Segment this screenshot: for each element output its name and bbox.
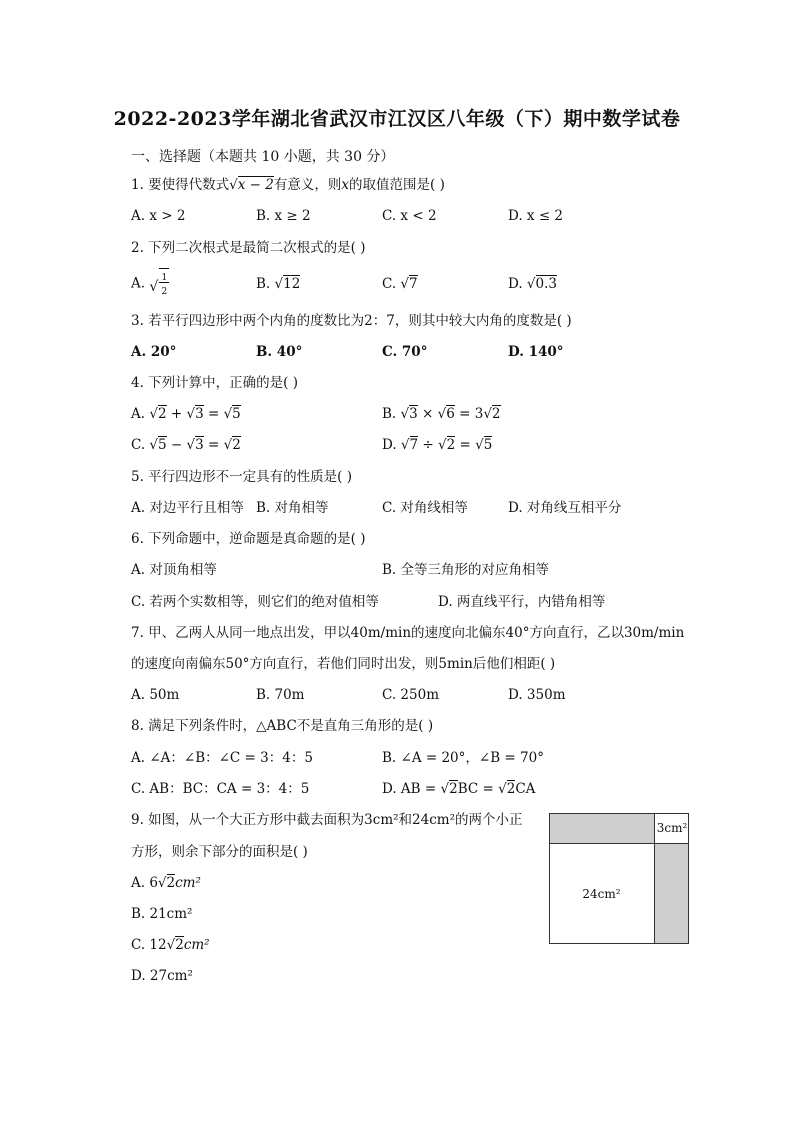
q4-option-b[interactable]: B. √3 × √6 = 3√2 xyxy=(382,406,501,422)
q3-option-a[interactable]: A. 20° xyxy=(131,344,177,360)
q7-option-a[interactable]: A. 50m xyxy=(131,687,180,703)
q4-c-rad1: 5 xyxy=(158,437,167,453)
q6-option-c[interactable]: C. 若两个实数相等，则它们的绝对值相等 xyxy=(131,594,379,610)
q9-a-rad: 2 xyxy=(166,875,176,891)
q9-stem-line2: 方形，则余下部分的面积是( ) xyxy=(131,844,308,860)
q9-option-c[interactable]: C. 12√2cm² xyxy=(131,937,210,953)
q8-option-a[interactable]: A. ∠A：∠B：∠C = 3：4：5 xyxy=(131,750,313,766)
q9-c-unit: cm² xyxy=(183,937,210,953)
section-heading: 一、选择题（本题共 10 小题，共 30 分） xyxy=(131,149,395,165)
q4-d-eq: = xyxy=(455,437,476,453)
q2-option-a[interactable] xyxy=(131,270,169,300)
q1-option-a[interactable]: A. x > 2 xyxy=(131,208,186,224)
q2-c-label: C. xyxy=(382,276,397,292)
q4-b-rad2: 6 xyxy=(446,406,455,422)
figure-border xyxy=(549,813,689,944)
q3-stem: 3. 若平行四边形中两个内角的度数比为2：7，则其中较大内角的度数是( ) xyxy=(131,313,572,329)
q4-option-d[interactable]: D. √7 ÷ √2 = √5 xyxy=(382,437,493,453)
q8-d-rad1: 2 xyxy=(449,781,458,797)
q4-option-c[interactable]: C. √5 − √3 = √2 xyxy=(131,437,241,453)
q7-stem-line2: 的速度向南偏东50°方向直行，若他们同时出发，则5min后他们相距( ) xyxy=(131,656,556,672)
q1-option-d[interactable]: D. x ≤ 2 xyxy=(508,208,564,224)
q6-stem: 6. 下列命题中，逆命题是真命题的是( ) xyxy=(131,531,366,547)
q4-b-rad3: 2 xyxy=(491,406,501,422)
q5-option-b[interactable]: B. 对角相等 xyxy=(256,500,329,516)
q4-c-op: − xyxy=(166,437,187,453)
q2-a-fraction-sqrt: √ 1 2 xyxy=(149,270,169,298)
q4-option-a[interactable]: A. √2 + √3 = √5 xyxy=(131,406,241,422)
q4-a-rad2: 3 xyxy=(195,406,204,422)
q9-option-d[interactable]: D. 27cm² xyxy=(131,968,193,984)
q1-stem-post: 有意义，则 xyxy=(273,177,342,193)
q8-stem: 8. 满足下列条件时，△ABC不是直角三角形的是( ) xyxy=(131,718,434,734)
q4-a-label: A. xyxy=(131,406,146,422)
q9-c-label: C. 12 xyxy=(131,937,167,953)
q4-a-rad1: 2 xyxy=(157,406,167,422)
q9-stem-line1: 9. 如图，从一个大正方形中截去面积为3cm²和24cm²的两个小正 xyxy=(131,812,523,828)
q4-b-op: × xyxy=(417,406,438,422)
q4-a-rad3: 5 xyxy=(232,406,241,422)
q8-d-label: D. AB = xyxy=(382,781,441,797)
q4-b-eq: = 3 xyxy=(454,406,484,422)
q3-option-c[interactable]: C. 70° xyxy=(382,344,428,360)
q9-option-a[interactable]: A. 6√2cm² xyxy=(131,875,201,891)
q8-d-rad2: 2 xyxy=(506,781,516,797)
q8-option-c[interactable]: C. AB：BC：CA = 3：4：5 xyxy=(131,781,310,797)
q9-option-b[interactable]: B. 21cm² xyxy=(131,906,193,922)
q2-option-c[interactable]: C. √7 xyxy=(382,276,418,292)
q7-option-c[interactable]: C. 250m xyxy=(382,687,439,703)
q9-a-label: A. 6 xyxy=(131,875,158,891)
q9-c-rad: 2 xyxy=(175,937,184,953)
q4-a-op: + xyxy=(166,406,187,422)
q9-a-unit: cm² xyxy=(175,875,201,891)
q2-d-radicand: 0.3 xyxy=(535,276,558,292)
small-square: 3cm² xyxy=(655,813,689,844)
q2-a-numerator: 1 xyxy=(159,268,169,287)
q1-option-b[interactable]: B. x ≥ 2 xyxy=(256,208,311,224)
large-square: 24cm² xyxy=(549,844,655,944)
q8-option-d[interactable]: D. AB = √2BC = √2CA xyxy=(382,781,536,797)
q6-option-b[interactable]: B. 全等三角形的对应角相等 xyxy=(382,562,550,578)
q2-a-label: A. xyxy=(131,275,146,292)
q4-d-op: ÷ xyxy=(418,437,439,453)
q2-c-radicand: 7 xyxy=(409,276,418,292)
q7-stem-line1: 7. 甲、乙两人从同一地点出发，甲以40m/min的速度向北偏东40°方向直行，乙以30m/min xyxy=(131,625,685,641)
q1-stem-pre: 1. 要使得代数式 xyxy=(131,177,230,193)
q4-c-eq: = xyxy=(203,437,224,453)
q4-d-rad1: 7 xyxy=(409,437,419,453)
q4-c-rad2: 3 xyxy=(195,437,204,453)
q2-stem: 2. 下列二次根式是最简二次根式的是( ) xyxy=(131,240,366,256)
q3-option-d[interactable]: D. 140° xyxy=(508,344,564,360)
q8-d-end: CA xyxy=(515,781,536,797)
q2-option-b[interactable]: B. √12 xyxy=(256,276,301,292)
q4-d-label: D. xyxy=(382,437,397,453)
q4-d-rad3: 5 xyxy=(483,437,493,453)
q8-d-mid: BC = xyxy=(457,781,499,797)
q1-radicand: x − 2 xyxy=(237,177,274,193)
q2-b-label: B. xyxy=(256,276,271,292)
q4-d-rad2: 2 xyxy=(446,437,456,453)
q1-stem-end: 的取值范围是( ) xyxy=(349,177,445,193)
q6-option-d[interactable]: D. 两直线平行，内错角相等 xyxy=(438,594,606,610)
q2-a-denominator: 2 xyxy=(159,282,169,301)
q5-option-c[interactable]: C. 对角线相等 xyxy=(382,500,468,516)
q2-option-d[interactable]: D. √0.3 xyxy=(508,276,558,292)
exam-title: 2022-2023学年湖北省武汉市江汉区八年级（下）期中数学试卷 xyxy=(113,108,681,130)
q1-var: x xyxy=(341,177,350,193)
q6-option-a[interactable]: A. 对顶角相等 xyxy=(131,562,217,578)
sqrt-sign: √ xyxy=(229,177,238,193)
q7-option-b[interactable]: B. 70m xyxy=(256,687,305,703)
q2-b-radicand: 12 xyxy=(283,276,301,292)
q4-b-label: B. xyxy=(382,406,397,422)
q5-stem: 5. 平行四边形不一定具有的性质是( ) xyxy=(131,469,352,485)
q5-option-d[interactable]: D. 对角线互相平分 xyxy=(508,500,622,516)
q3-option-b[interactable]: B. 40° xyxy=(256,344,303,360)
q7-option-d[interactable]: D. 350m xyxy=(508,687,566,703)
q5-option-a[interactable]: A. 对边平行且相等 xyxy=(131,500,244,516)
q4-a-eq: = xyxy=(203,406,224,422)
q9-square-figure xyxy=(549,813,689,944)
q2-d-label: D. xyxy=(508,276,523,292)
q4-c-rad3: 2 xyxy=(232,437,241,453)
q4-stem: 4. 下列计算中，正确的是( ) xyxy=(131,375,298,391)
q1-stem xyxy=(131,176,445,194)
q8-option-b[interactable]: B. ∠A = 20°，∠B = 70° xyxy=(382,750,544,766)
q4-c-label: C. xyxy=(131,437,146,453)
q4-b-rad1: 3 xyxy=(409,406,418,422)
q1-option-c[interactable]: C. x < 2 xyxy=(382,208,437,224)
